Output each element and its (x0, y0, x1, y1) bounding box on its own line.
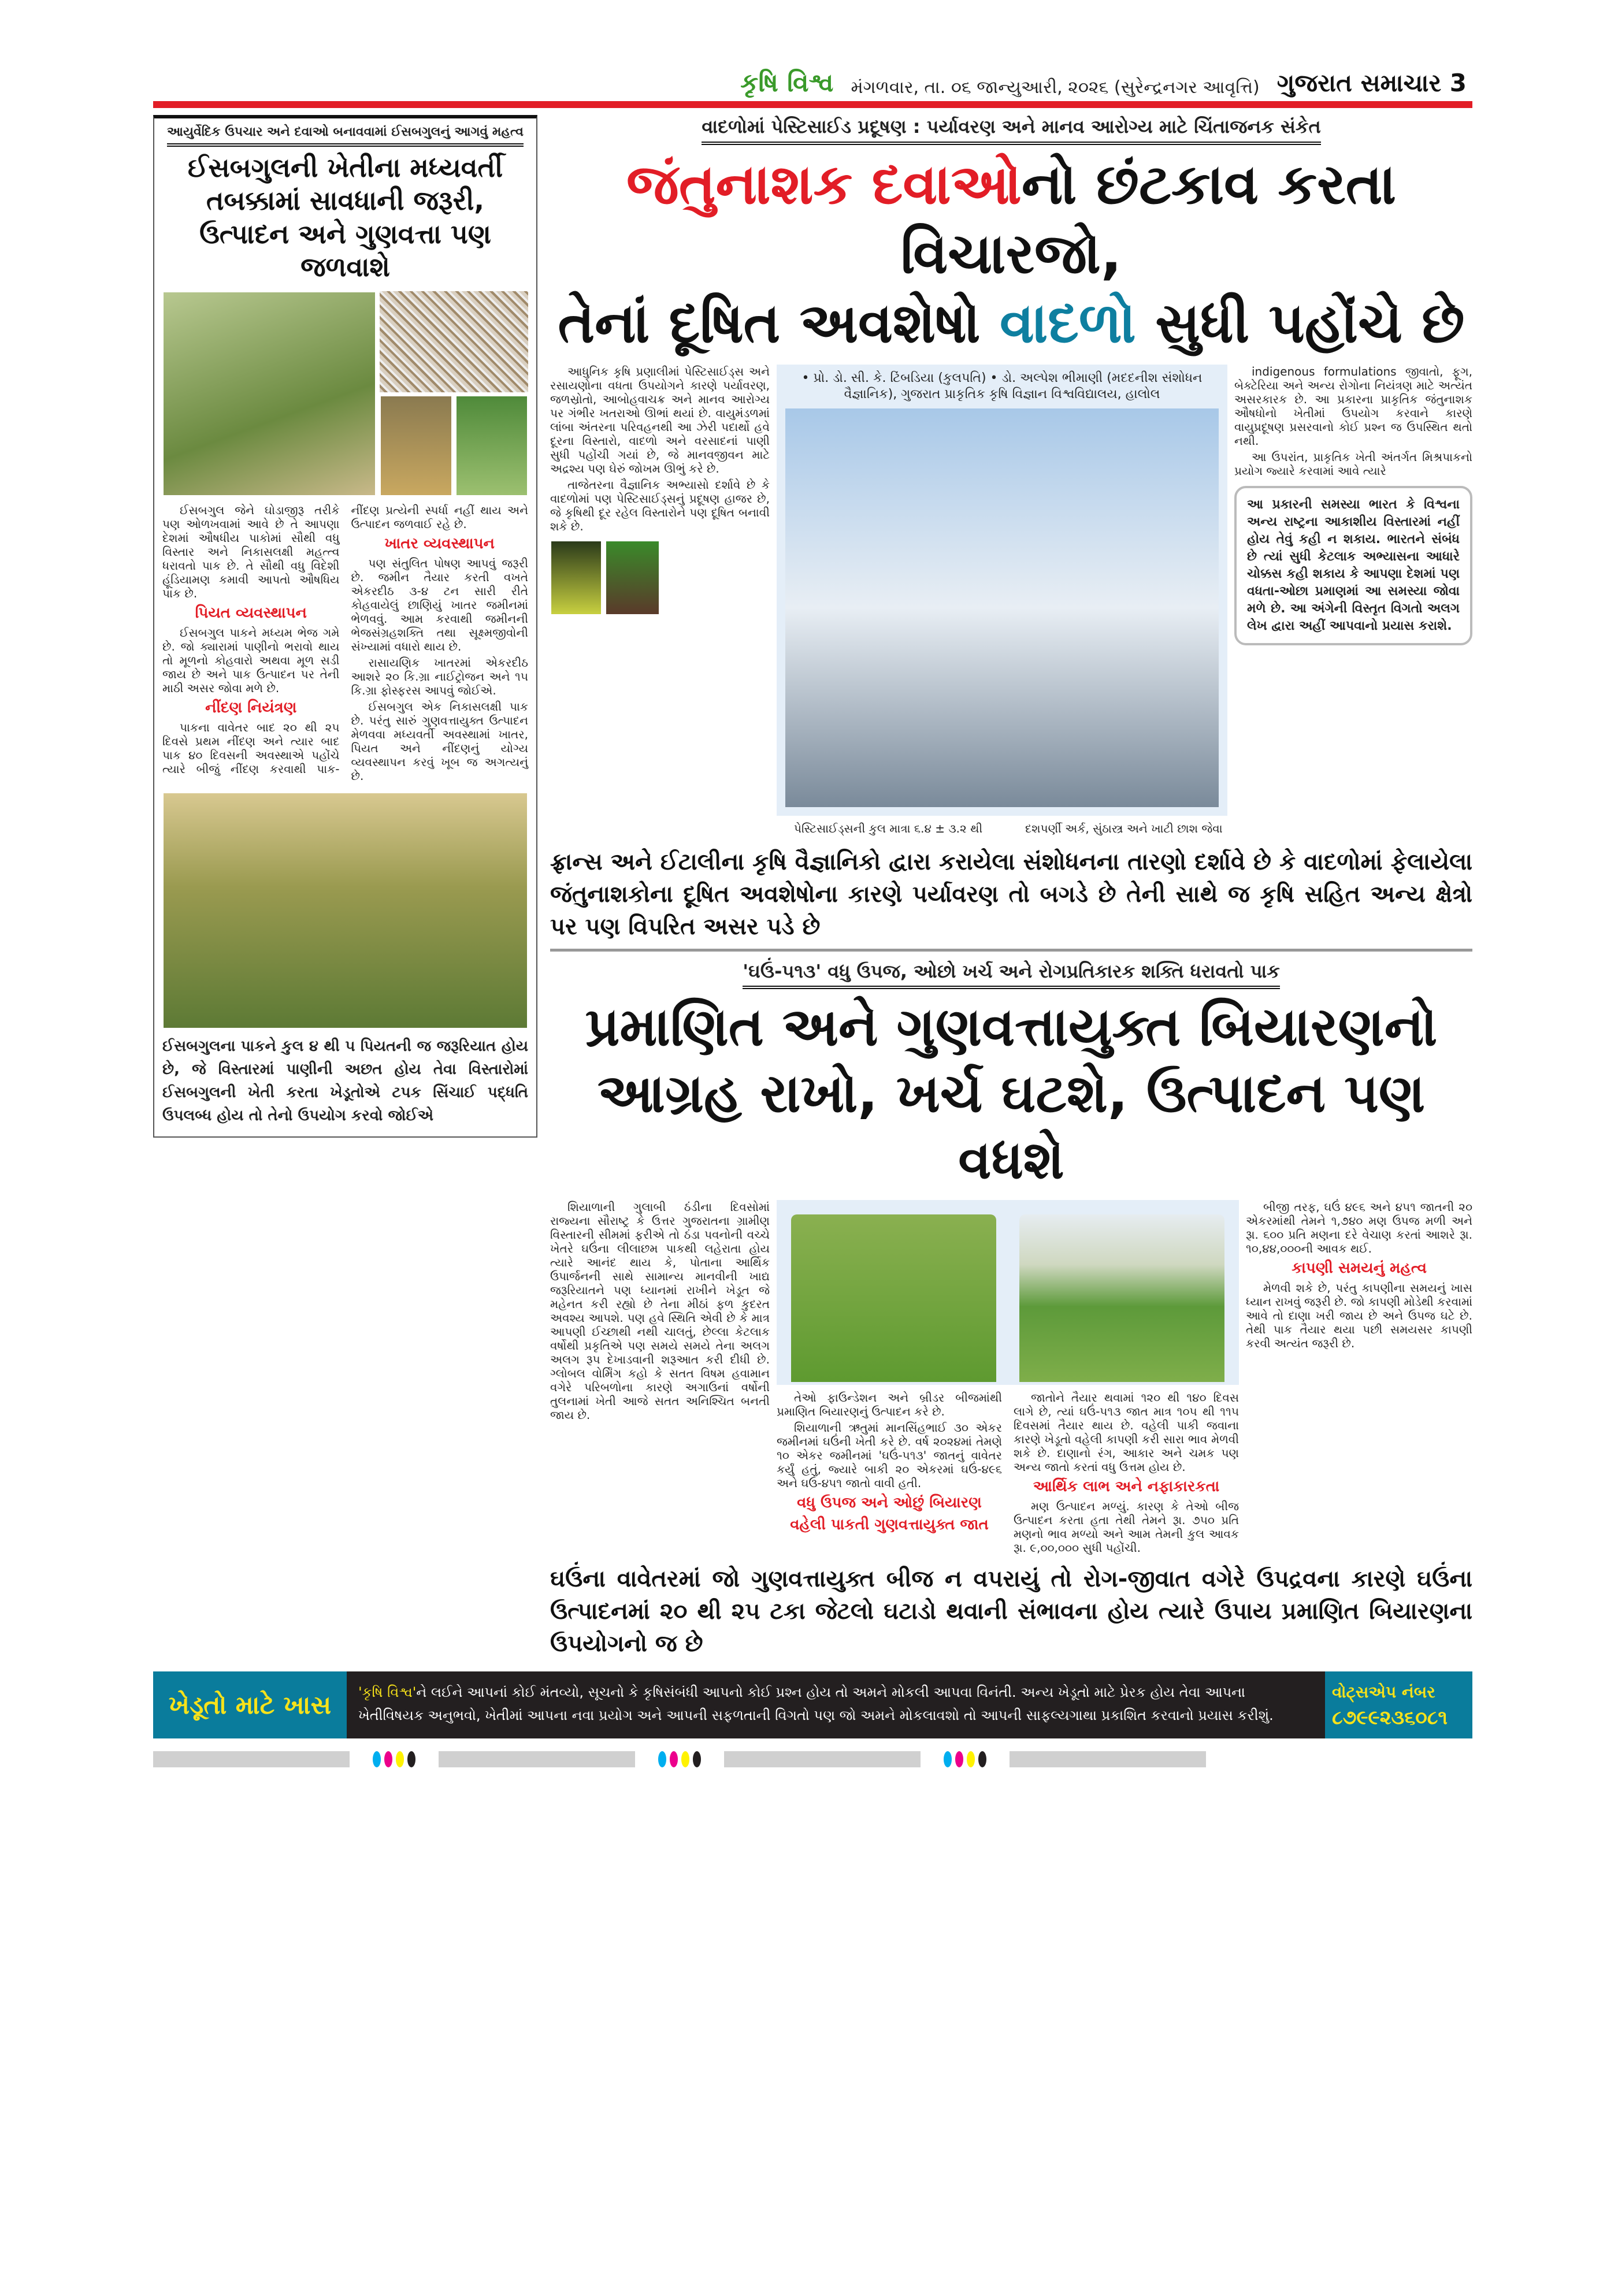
bottom-article-cols-below-photo (777, 1391, 1239, 1555)
subhead-fertilizer: ખાતર વ્યવસ્થાપન (384, 534, 495, 552)
top-article-right-col (1234, 365, 1472, 478)
subhead-harvest: કાપણી સમયનું મહત્વ (1292, 1260, 1427, 1277)
headline-teal-text: વાદળો (999, 290, 1136, 355)
early-text: જાતોને તૈયાર થવામાં ૧૨૦ થી ૧૪૦ દિવસ લાગે છે, ત્યાં ઘઉં-૫૧૩ જાત માત્ર ૧૦૫ થી ૧૧૫ દિવસમાં તૈયાર થાય છે. વહેલી પાકી જવાના કારણે ખેડૂતો વહેલી કાપણી કરી સારા ભાવ મેળવી શકે છે. દાણાનો રંગ, આકાર અને ચમક પણ અન્ય જાતો કરતાં વધુ ઉત્તમ હોય છે. (1014, 1391, 1239, 1474)
subhead-irrigation: પિયત વ્યવસ્થાપન (195, 604, 307, 622)
registration-bar (1010, 1751, 1206, 1767)
black-dot (407, 1751, 415, 1767)
header-rule (153, 101, 1472, 108)
top-article-middle (777, 365, 1227, 838)
top-article-right (1234, 365, 1472, 645)
top-headline (550, 150, 1472, 358)
quality-text: ઈસબગુલ એક નિકાસલક્ષી પાક છે. પરંતુ સારું ગુણવત્તાયુક્ત ઉત્પાદન મેળવવા મધ્યવર્તી અવસ્થામાં ખાતર, પિયત અને નીંદણનું યોગ્ય વ્યવસ્થાપન કરવું ખૂબ જ અગત્યનું છે. (351, 699, 528, 783)
footer-brand: 'કૃષિ વિશ્વ' (358, 1684, 417, 1701)
bottom-headline-line1: પ્રમાણિત અને ગુણવત્તાયુક્ત બિયારણનો (585, 996, 1438, 1058)
farmer-in-field-photo (1019, 1214, 1224, 1382)
top-article-body (550, 365, 1472, 838)
isabgol-crop-photo (162, 792, 528, 1029)
top-article-cols-below-photo (777, 822, 1227, 838)
bottom-article-body (550, 1200, 1472, 1555)
bottom-article-right-col (1246, 1200, 1472, 1353)
bottom-headline-line2: આગ્રહ રાખો, ખર્ચ ઘટશે, ઉત્પાદન પણ વધશે (597, 1062, 1426, 1191)
subhead-weed: નીંદણ નિયંત્રણ (205, 699, 297, 716)
scientist-cloud-sampler-photo (785, 408, 1219, 807)
cloud-study-photo-box (777, 365, 1227, 816)
top-article-col1 (550, 365, 770, 615)
top-kicker: વાદળોમાં પેસ્ટિસાઈડ પ્રદૂષણ : પર્યાવરણ અને માનવ આરોગ્ય માટે ચિંતાજનક સંકેત (702, 115, 1320, 145)
top-para-2: તાજેતરના વૈજ્ઞાનિક અભ્યાસો દર્શાવે છે કે વાદળોમાં પણ પેસ્ટિસાઈડ્સનું પ્રદૂષણ હાજર છે, જે કૃષિથી દૂર રહેલ વિસ્તારોને પણ દૂષિત બનાવી શકે છે. (550, 477, 770, 533)
page-number: 3 (1449, 69, 1467, 97)
yellow-dot (396, 1751, 404, 1767)
footer-line-2: ખેતીવિષયક અનુભવો, ખેતીમાં આપના નવા પ્રયોગ અને આપની સફળતાની વિગતો પણ જો અમને મોકલાવશો તો આપની સાફલ્યગાથા પ્રકાશિત કરવાનો પ્રયાસ કરીશું. (358, 1707, 1274, 1724)
registration-bar (724, 1751, 921, 1767)
whatsapp-label: વોટ્સએપ નંબર (1332, 1682, 1435, 1702)
krushi-vishva-logo: કૃષિ વિશ્વ (740, 68, 834, 98)
headline-text: નો છંટકાવ કરતા વિચારજો, (900, 151, 1396, 286)
top-para-4: દશપર્ણી અર્ક, સુંઠાસ્ત્ર અને ખાટી છાશ જેવા (1025, 821, 1223, 835)
fertilizer-text: પણ સંતુલિત પોષણ આપવું જરૂરી છે. જમીન તૈયાર કરતી વખતે એકરદીઠ ૩-૪ ટન સારી રીતે કોહવાયેલું છાણિયું ખાતર જમીનમાં ભેળવવું. આમ કરવાથી જમીનની ભેજસંગ્રહશક્તિ તથા સૂક્ષ્મજીવોની સંખ્યામાં વધારો થાય છે. (351, 556, 528, 653)
footer-line-1: ને લઈને આપનાં કોઈ મંતવ્યો, સૂચનો કે કૃષિસંબંધી આપનો કોઈ પ્રશ્ન હોય તો અમને મોકલી આપવા વિનંતી. અન્ય ખેડૂતો માટે પ્રેરક હોય તેવા આપના (416, 1684, 1245, 1701)
date-line: મંગળવાર, તા. ૦૬ જાન્યુઆરી, ૨૦૨૬ (સુરેન્દ્રનગર આવૃત્તિ) (851, 77, 1260, 98)
registration-bar (153, 1751, 350, 1767)
bottom-kicker: 'ઘઉં-૫૧૩' વધુ ઉપજ, ઓછો ખર્ચ અને રોગપ્રતિકારક શક્તિ ધરાવતો પાક (743, 960, 1280, 990)
top-right-para-1: indigenous formulations જીવાતો, ફૂગ, બેક્ટેરિયા અને અન્ય રોગોના નિયંત્રણ માટે અત્યંત અસરકારક છે. આ પ્રકારના પ્રાકૃતિક જંતુનાશક ઔષધોનો ખેતીમાં ઉપયોગ કરવાને કારણે વાયુપ્રદૂષણ પ્રસરવાનો કોઈ પ્રશ્ન જ ઉપસ્થિત થતો નથી. (1234, 364, 1472, 448)
footer-band (153, 1671, 1472, 1738)
bottom-right-para-1: બીજી તરફ, ઘઉં ૪૯૬ અને ૪૫૧ જાતની ૨૦ એકરમાંથી તેમને ૧,૭૪૦ મણ ઉપજ મળી અને રૂા. ૬૦૦ પ્રતિ મણના દરે વેચાણ કરતાં આશરે રૂા. ૧૦,૪૪,૦૦૦ની આવક થઈ. (1246, 1200, 1472, 1256)
main-area (153, 115, 1472, 1660)
yellow-dot (681, 1751, 689, 1767)
paper-name: ગુજરાત સમાચાર (1276, 69, 1442, 97)
isabgol-seed-photo (380, 291, 528, 392)
crop-photo-3 (455, 395, 528, 496)
harvest-text: મેળવી શકે છે, પરંતુ કાપણીના સમયનું ખાસ ધ્યાન રાખવું જરૂરી છે. જો કાપણી મોડેથી કરવામાં આવે તો દાણા ખરી જાય છે અને ઉપજ ઘટે છે. તેથી પાક તૈયાર થયા પછી સમયસર કાપણી કરવી અત્યંત જરૂરી છે. (1246, 1281, 1472, 1351)
magenta-dot (955, 1751, 963, 1767)
right-area (550, 115, 1472, 1660)
top-headline-line2 (550, 288, 1472, 358)
bottom-deck: ઘઉંના વાવેતરમાં જો ગુણવત્તાયુક્ત બીજ ન વપરાયું તો રોગ-જીવાત વગેરે ઉપદ્રવના કારણે ઘઉંના ઉત્પાદનમાં ૨૦ થી ૨૫ ટકા જેટલો ઘટાડો થવાની સંભાવના હોય ત્યારે ઉપાય પ્રમાણિત બિયારણના ઉપયોગનો જ છે (550, 1566, 1472, 1658)
bottom-article-col1 (550, 1200, 770, 1424)
whatsapp-number: ૮૭૯૯૨૩૬૦૮૧ (1332, 1706, 1448, 1730)
isabgol-field-photo (162, 291, 376, 496)
wheat-photo-box (777, 1200, 1239, 1385)
newspaper-page (153, 0, 1472, 1767)
registration-marks (153, 1751, 1472, 1767)
headline-text: સુધી પહોંચે છે (1155, 290, 1465, 355)
profit-text: મણ ઉત્પાદન મળ્યું. કારણ કે તેઓ બીજ ઉત્પાદન કરતા હતા તેથી તેમને રૂા. ૭૫૦ પ્રતિ મણનો ભાવ મળ્યો અને આમ તેમની કુલ આવક રૂા. ૯,૦૦,૦૦૦ સુધી પહોંચી. (1014, 1499, 1239, 1555)
black-dot (693, 1751, 701, 1767)
bottom-article-middle (777, 1200, 1239, 1555)
fertilizer-text-2: રાસાયણિક ખાતરમાં એકરદીઠ આશરે ૨૦ કિ.ગ્રા નાઈટ્રોજન અને ૧૫ કિ.ગ્રા ફોસ્ફરસ આપવું જોઈએ. (351, 655, 528, 697)
registration-bar (439, 1751, 635, 1767)
highlight-box: આ પ્રકારની સમસ્યા ભારત કે વિશ્વના અન્ય રાષ્ટ્રના આકાશીય વિસ્તારમાં નહીં હોય તેવું કહી ન શકાય. ભારતને સંબંધ છે ત્યાં સુધી કેટલાક અભ્યાસના આધારે ચોક્કસ કહી શકાય કે આપણા દેશમાં પણ વધતા-ઓછા પ્રમાણમાં આ સમસ્યા જોવા મળે છે. આ અંગેની વિસ્તૃત વિગતો અલગ લેખ દ્વારા અહીં આપવાનો પ્રયાસ કરાશે. (1234, 486, 1472, 645)
byline: • પ્રો. ડો. સી. કે. ટિંબડિયા (કુલપતિ) • ડો. અલ્પેશ ભીમાણી (મદદનીશ સંશોધન વૈજ્ઞાનિક), ગુજરાત પ્રાકૃતિક કૃષિ વિજ્ઞાન વિશ્વવિદ્યાલય, હાલોલ (801, 370, 1203, 402)
headline-text: તેનાં દૂષિત અવશેષો (558, 290, 981, 355)
cyan-dot (373, 1751, 381, 1767)
subhead-profit: આર્થિક લાભ અને નફાકારકતા (1033, 1478, 1220, 1496)
magenta-dot (670, 1751, 678, 1767)
magenta-dot (384, 1751, 392, 1767)
footer-label: ખેડૂતો માટે ખાસ (153, 1671, 347, 1738)
left-article-frame (153, 115, 537, 1138)
left-article-body (162, 503, 528, 783)
wheat-field-photo (791, 1214, 996, 1382)
soil-hands-photo (605, 540, 660, 615)
top-right-para-2: આ ઉપરાંત, પ્રાકૃતિક ખેતી અંતર્ગત મિશ્રપાકનો પ્રયોગ જ્યારે કરવામાં આવે ત્યારે (1234, 449, 1472, 478)
weed-text: પાકના વાવેતર બાદ ૨૦ થી ૨૫ દિવસે પ્રથમ નીંદણ અને ત્યાર બાદ પાક ૪૦ દિવસની અવસ્થાએ પહોંચે ત્યારે બીજું નીંદણ કરવાથી પાક-નીંદણ પ્રત્યેની સ્પર્ધા નહીં થાય અને ઉત્પાદન જળવાઈ રહે છે. (162, 503, 528, 776)
bottom-para-1: શિયાળાની ગુલાબી ઠંડીના દિવસોમાં રાજ્યના સૌરાષ્ટ્ર કે ઉત્તર ગુજરાતના ગ્રામીણ વિસ્તારની સીમમાં ફરીએ તો ઠંડા પવનોની વચ્ચે ખેતરે ઘઉંના લીલાછમ પાકથી લહેરાતા હોય ત્યારે આનંદ થાય કે, પોતાના આર્થિક ઉપાર્જનની સાથે સામાન્ય માનવીની ખાદ્ય જરૂરિયાતને પણ ધ્યાનમાં રાખીને ખેડૂત જે મહેનત કરી રહ્યો છે તેના મીઠાં ફળ કુદરત અવશ્ય આપશે. પણ હવે સ્થિતિ એવી છે કે માત્ર આપણી ઈચ્છાથી નથી ચાલતું, છેલ્લા કેટલાક વર્ષોથી પ્રકૃતિએ પણ સમયે સમયે તેના અલગ અલગ રૂપ દેખાડવાની શરૂઆત કરી દીધી છે. ગ્લોબલ વોર્મિંગ કહો કે સતત વિષમ હવામાન વગેરે પરિબળોના કારણે અગાઉનાં વર્ષોની તુલનામાં ખેતી આજે સતત અનિશ્ચિત બનતી જાય છે. (550, 1200, 770, 1422)
left-intro: ઈસબગુલ જેને ઘોડાજીરૂ તરીકે પણ ઓળખવામાં આવે છે તે આપણા દેશમાં ઔષધીય પાકોમાં સૌથી વધુ વિસ્તાર અને નિકાસલક્ષી મહત્ત્વ ધરાવતો પાક છે. તે સૌથી વધુ વિદેશી હૂંડિયામણ કમાવી આપતો ઔષધિય પાક છે. (162, 503, 340, 600)
header (153, 68, 1472, 101)
headline-red-text: જંતુનાશક દવાઓ (626, 151, 1022, 217)
subhead-early: વહેલી પાકતી ગુણવત્તાયુક્ત જાત (790, 1516, 989, 1534)
top-para-3: પેસ્ટિસાઈડ્સની કુલ માત્રા ૬.૪ ± ૩.૨ થી (794, 821, 983, 835)
cyan-dot (658, 1751, 666, 1767)
whatsapp-box (1325, 1671, 1472, 1738)
top-headline-line1 (550, 150, 1472, 288)
irrigation-text: ઈસબગુલ પાકને મધ્યમ ભેજ ગમે છે. જો ક્યારામાં પાણીનો ભરાવો થાય તો મૂળનો કોહવારો અથવા મૂળ સડી જાય છે અને પાક ઉત્પાદન પર તેની માઠી અસર જોવા મળે છે. (162, 625, 340, 695)
crop-photo-2 (380, 395, 452, 496)
left-photo-caption: ઈસબગુલના પાકને કુલ ૪ થી ૫ પિયતની જ જરૂરિયાત હોય છે, જે વિસ્તારમાં પાણીની અછત હોય તેવા વિસ્તારોમાં ઈસબગુલની ખેતી કરતા ખેડૂતોએ ટપક સિંચાઈ પદ્ધતિ ઉપલબ્ધ હોય તો તેનો ઉપયોગ કરવો જોઈએ (162, 1037, 528, 1124)
bottom-headline (550, 994, 1472, 1193)
top-para-1: આધુનિક કૃષિ પ્રણાલીમાં પેસ્ટિસાઈડ્સ અને રસાયણોના વધતા ઉપયોગને કારણે પર્યાવરણ, જળસ્રોતો, આબોહવાચક્ર અને માનવ આરોગ્ય પર ગંભીર ખતરાઓ ઊભાં થયાં છે. વાયુમંડળમાં લાંબા અંતરના પરિવહનથી આ ઝેરી પદાર્થો હવે દૂરના વિસ્તારો, વાદળો અને વરસાદનાં પાણી સુધી પહોંચી ગયાં છે, જે માનવજીવન માટે અદ્રશ્ય પણ ઘેરું જોખમ ઊભું કરે છે. (550, 364, 770, 475)
left-kicker: આયુર્વેદિક ઉપચાર અને દવાઓ બનાવવામાં ઈસબગુલનું આગવું મહત્વ (167, 124, 524, 147)
black-dot (978, 1751, 986, 1767)
bottom-para-2: તેઓ ફાઉન્ડેશન અને બ્રીડર બીજમાંથી પ્રમાણિત બિયારણનું ઉત્પાદન કરે છે. (777, 1391, 1002, 1419)
bottom-para-3: શિયાળાની ઋતુમાં માનસિંહભાઈ ૩૦ એકર જમીનમાં ઘઉંની ખેતી કરે છે. વર્ષ ૨૦૨૪માં તેમણે ૧૦ એકર જમીનમાં 'ઘઉં-૫૧૩' જાતનું વાવેતર કર્યું હતું, જ્યારે બાકી ૨૦ એકરમાં ઘઉં-૪૯૬ અને ઘઉં-૪૫૧ જાતો વાવી હતી. (777, 1421, 1002, 1491)
section-divider (550, 949, 1472, 952)
masthead (1277, 69, 1467, 98)
yellow-dot (967, 1751, 975, 1767)
left-headline: ઈસબગુલની ખેતીના મધ્યવર્તી તબક્કામાં સાવધાની જરૂરી, ઉત્પાદન અને ગુણવત્તા પણ જળવાશે (187, 151, 503, 283)
top-deck: ફ્રાન્સ અને ઈટાલીના કૃષિ વૈજ્ઞાનિકો દ્વારા કરાયેલા સંશોધનના તારણો દર્શાવે છે કે વાદળોમાં ફેલાયેલા જંતુનાશકોના દૂષિત અવશેષોના કારણે પર્યાવરણ તો બગડે છે તેની સાથે જ કૃષિ સહિત અન્ય ક્ષેત્રો પર પણ વિપરિત અસર પડે છે (550, 848, 1472, 940)
footer-message (347, 1671, 1325, 1738)
cyan-dot (944, 1751, 952, 1767)
left-photos (162, 291, 528, 496)
leaf-photo (550, 540, 602, 615)
subhead-yield: વધુ ઉપજ અને ઓછું બિયારણ (797, 1494, 982, 1512)
